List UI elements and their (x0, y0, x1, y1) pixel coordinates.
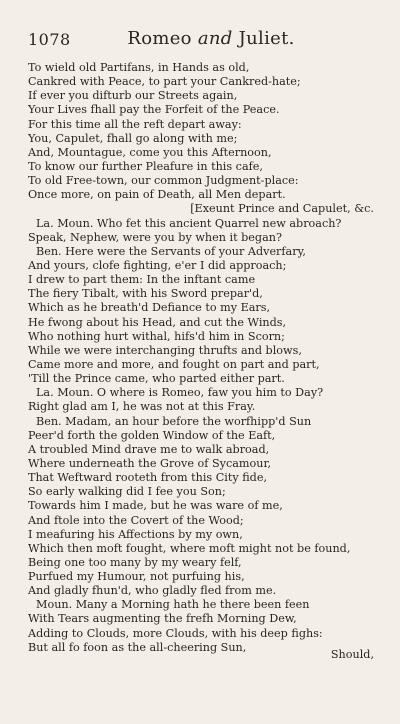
text-line: And ftole into the Covert of the Wood; (28, 513, 244, 527)
play-text (28, 61, 374, 655)
title-romeo: Romeo (127, 28, 198, 49)
text-line: Your Lives fhall pay the Forfeit of the Peace. (28, 103, 280, 117)
text-line: La. Moun. O where is Romeo, faw you him to Day? (36, 386, 324, 400)
text-line: Peer'd forth the golden Window of the Eaft, (28, 428, 276, 442)
text-line: And gladly fhun'd, who gladly fled from me. (28, 584, 277, 598)
text-line: Which as he breath'd Defiance to my Ears, (28, 301, 271, 315)
text-line: I meafuring his Affections by my own, (28, 527, 243, 541)
text-line: While we were interchanging thrufts and blows, (28, 343, 302, 357)
text-line: Ben. Here were the Servants of your Adverfary, (36, 244, 306, 258)
text-line: Speak, Nephew, were you by when it began? (28, 230, 282, 244)
text-line: Ben. Madam, an hour before the worfhipp'd Sun (36, 414, 312, 428)
text-line: Once more, on pain of Death, all Men depart. (28, 188, 286, 202)
text-line: That Weftward rooteth from this City fide, (28, 471, 268, 485)
text-line: But all fo foon as the all-cheering Sun, (28, 640, 247, 654)
text-line: Which then moft fought, where moft might not be found, (28, 541, 351, 555)
text-line: Where underneath the Grove of Sycamour, (28, 456, 272, 470)
text-line: I drew to part them: In the inftant came (28, 273, 256, 287)
text-line: He fwong about his Head, and cut the Winds, (28, 315, 287, 329)
text-line: A troubled Mind drave me to walk abroad, (28, 442, 270, 456)
text-line: If ever you difturb our Streets again, (28, 89, 238, 103)
catchword: Should, (330, 648, 374, 661)
text-line: Towards him I made, but he was ware of me, (28, 499, 283, 513)
stage-direction: [Exeunt Prince and Capulet, &c. (190, 202, 374, 216)
text-line: So early walking did I fee you Son; (28, 485, 226, 499)
running-title (28, 28, 374, 49)
text-line: Who nothing hurt withal, hifs'd him in Scorn; (28, 329, 285, 343)
text-line: And yours, clofe fighting, e'er I did approach; (28, 258, 287, 272)
title-and: and (197, 28, 233, 49)
page-header (28, 28, 374, 54)
text-line: The fiery Tibalt, with his Sword prepar'd, (28, 287, 263, 301)
text-line: Cankred with Peace, to part your Cankred-hate; (28, 75, 301, 89)
text-line: To know our further Pleafure in this cafe, (28, 159, 263, 173)
title-juliet: Juliet. (232, 28, 295, 49)
text-line: 'Till the Prince came, who parted either part. (28, 372, 285, 386)
text-line: La. Moun. Who fet this ancient Quarrel new abroach? (36, 216, 342, 230)
text-line: Being one too many by my weary felf, (28, 555, 242, 569)
text-line: Purfued my Humour, not purfuing his, (28, 570, 245, 584)
text-line: Adding to Clouds, more Clouds, with his deep fighs: (28, 626, 323, 640)
text-line: And, Mountague, come you this Afternoon, (28, 145, 272, 159)
text-line: To wield old Partifans, in Hands as old, (28, 61, 250, 74)
text-line: With Tears augmenting the frefh Morning Dew, (28, 612, 297, 626)
text-line: Came more and more, and fought on part and part, (28, 357, 320, 371)
text-line: Moun. Many a Morning hath he there been feen (36, 598, 310, 612)
text-line: To old Free-town, our common Judgment-place: (28, 174, 299, 188)
page-number: 1078 (28, 30, 71, 49)
text-line: Right glad am I, he was not at this Fray. (28, 400, 256, 414)
text-line: For this time all the reft depart away: (28, 117, 242, 131)
text-line: You, Capulet, fhall go along with me; (28, 131, 238, 145)
